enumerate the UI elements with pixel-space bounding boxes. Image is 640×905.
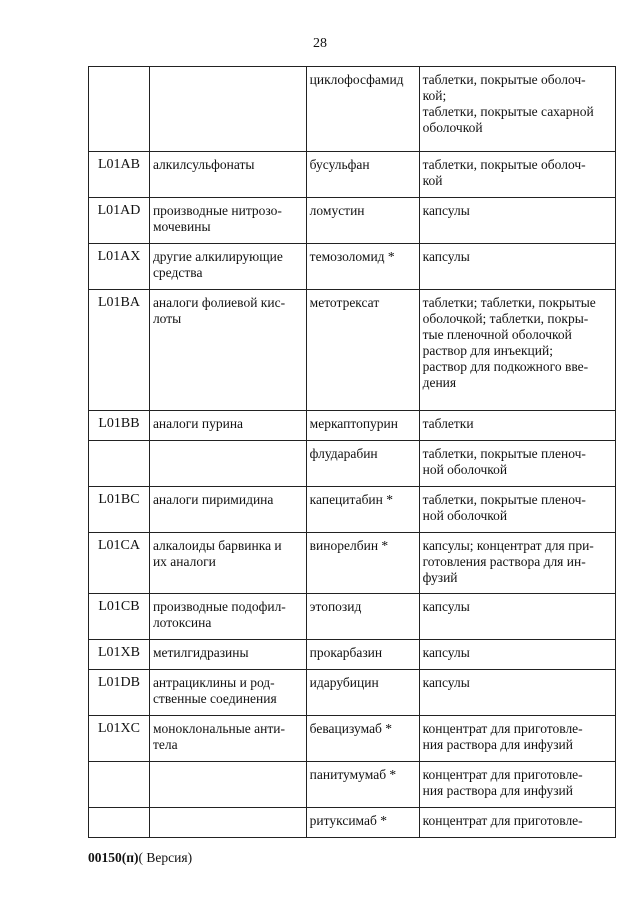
drug-name-cell: меркаптопурин <box>306 411 419 441</box>
atc-code-cell <box>89 441 150 487</box>
table-row <box>89 533 616 594</box>
pharmacological-group-cell: производные подофил- лотоксина <box>149 594 306 640</box>
dosage-form-cell: таблетки, покрытые оболоч- кой <box>419 152 615 198</box>
dosage-form-cell: капсулы <box>419 198 615 244</box>
dosage-form-cell: капсулы <box>419 670 615 716</box>
dosage-form-cell: таблетки, покрытые пленоч- ной оболочкой <box>419 487 615 533</box>
atc-code-cell: L01CB <box>89 594 150 640</box>
atc-code-cell: L01BB <box>89 411 150 441</box>
dosage-form-cell: концентрат для приготовле- <box>419 808 615 838</box>
drug-name-cell: идарубицин <box>306 670 419 716</box>
drug-name-cell: флударабин <box>306 441 419 487</box>
pharmacological-group-cell: другие алкилирующие средства <box>149 244 306 290</box>
table-row <box>89 198 616 244</box>
pharmacological-group-cell <box>149 67 306 152</box>
drug-name-cell: капецитабин * <box>306 487 419 533</box>
dosage-form-cell: капсулы <box>419 640 615 670</box>
page-number: 28 <box>313 36 327 51</box>
pharmacological-group-cell <box>149 808 306 838</box>
drug-name-cell: ритуксимаб * <box>306 808 419 838</box>
drug-name-cell: прокарбазин <box>306 640 419 670</box>
drug-name-cell: бусульфан <box>306 152 419 198</box>
atc-code-cell <box>89 762 150 808</box>
table-row <box>89 640 616 670</box>
atc-code-cell: L01BA <box>89 290 150 411</box>
atc-code-cell <box>89 808 150 838</box>
pharmacological-group-cell: метилгидразины <box>149 640 306 670</box>
pharmacological-group-cell: аналоги фолиевой кис- лоты <box>149 290 306 411</box>
dosage-form-cell: таблетки, покрытые оболоч- кой; таблетки, покрытые сахарной оболочкой <box>419 67 615 152</box>
drug-name-cell: ломустин <box>306 198 419 244</box>
pharmacological-group-cell: производные нитрозо- мочевины <box>149 198 306 244</box>
pharmacological-group-cell: моноклональные анти- тела <box>149 716 306 762</box>
dosage-form-cell: капсулы <box>419 594 615 640</box>
document-id: 00150(п) <box>88 850 139 865</box>
atc-code-cell <box>89 67 150 152</box>
table-row <box>89 487 616 533</box>
atc-code-cell: L01XC <box>89 716 150 762</box>
table-row <box>89 762 616 808</box>
drug-table <box>88 66 616 838</box>
dosage-form-cell: концентрат для приготовле- ния раствора для инфузий <box>419 716 615 762</box>
drug-name-cell: панитумумаб * <box>306 762 419 808</box>
pharmacological-group-cell <box>149 441 306 487</box>
pharmacological-group-cell: аналоги пиримидина <box>149 487 306 533</box>
atc-code-cell: L01BC <box>89 487 150 533</box>
table-row <box>89 244 616 290</box>
pharmacological-group-cell: алкилсульфонаты <box>149 152 306 198</box>
pharmacological-group-cell <box>149 762 306 808</box>
dosage-form-cell: таблетки, покрытые пленоч- ной оболочкой <box>419 441 615 487</box>
atc-code-cell: L01XB <box>89 640 150 670</box>
version-label: ( Версия) <box>138 850 193 865</box>
dosage-form-cell: капсулы; концентрат для при- готовления раствора для ин- фузий <box>419 533 615 594</box>
dosage-form-cell: таблетки <box>419 411 615 441</box>
dosage-form-cell: капсулы <box>419 244 615 290</box>
table-row <box>89 290 616 411</box>
atc-code-cell: L01AX <box>89 244 150 290</box>
atc-code-cell: L01CA <box>89 533 150 594</box>
drug-name-cell: темозоломид * <box>306 244 419 290</box>
pharmacological-group-cell: антрациклины и род- ственные соединения <box>149 670 306 716</box>
table-row <box>89 67 616 152</box>
table-row <box>89 594 616 640</box>
pharmacological-group-cell: алкалоиды барвинка и их аналоги <box>149 533 306 594</box>
table-row <box>89 670 616 716</box>
pharmacological-group-cell: аналоги пурина <box>149 411 306 441</box>
drug-name-cell: этопозид <box>306 594 419 640</box>
table-row <box>89 716 616 762</box>
table-row <box>89 808 616 838</box>
table-row <box>89 441 616 487</box>
dosage-form-cell: таблетки; таблетки, покрытые оболочкой; таблетки, покры- тые пленочной оболочкой раствор для инъекций; раствор для подкожного вве- дения <box>419 290 615 411</box>
atc-code-cell: L01AD <box>89 198 150 244</box>
drug-name-cell: винорелбин * <box>306 533 419 594</box>
dosage-form-cell: концентрат для приготовле- ния раствора для инфузий <box>419 762 615 808</box>
drug-name-cell: метотрексат <box>306 290 419 411</box>
footer <box>88 850 192 866</box>
drug-table-body <box>89 67 616 838</box>
drug-name-cell: бевацизумаб * <box>306 716 419 762</box>
table-row <box>89 152 616 198</box>
table-row <box>89 411 616 441</box>
atc-code-cell: L01AB <box>89 152 150 198</box>
atc-code-cell: L01DB <box>89 670 150 716</box>
drug-name-cell: циклофосфамид <box>306 67 419 152</box>
